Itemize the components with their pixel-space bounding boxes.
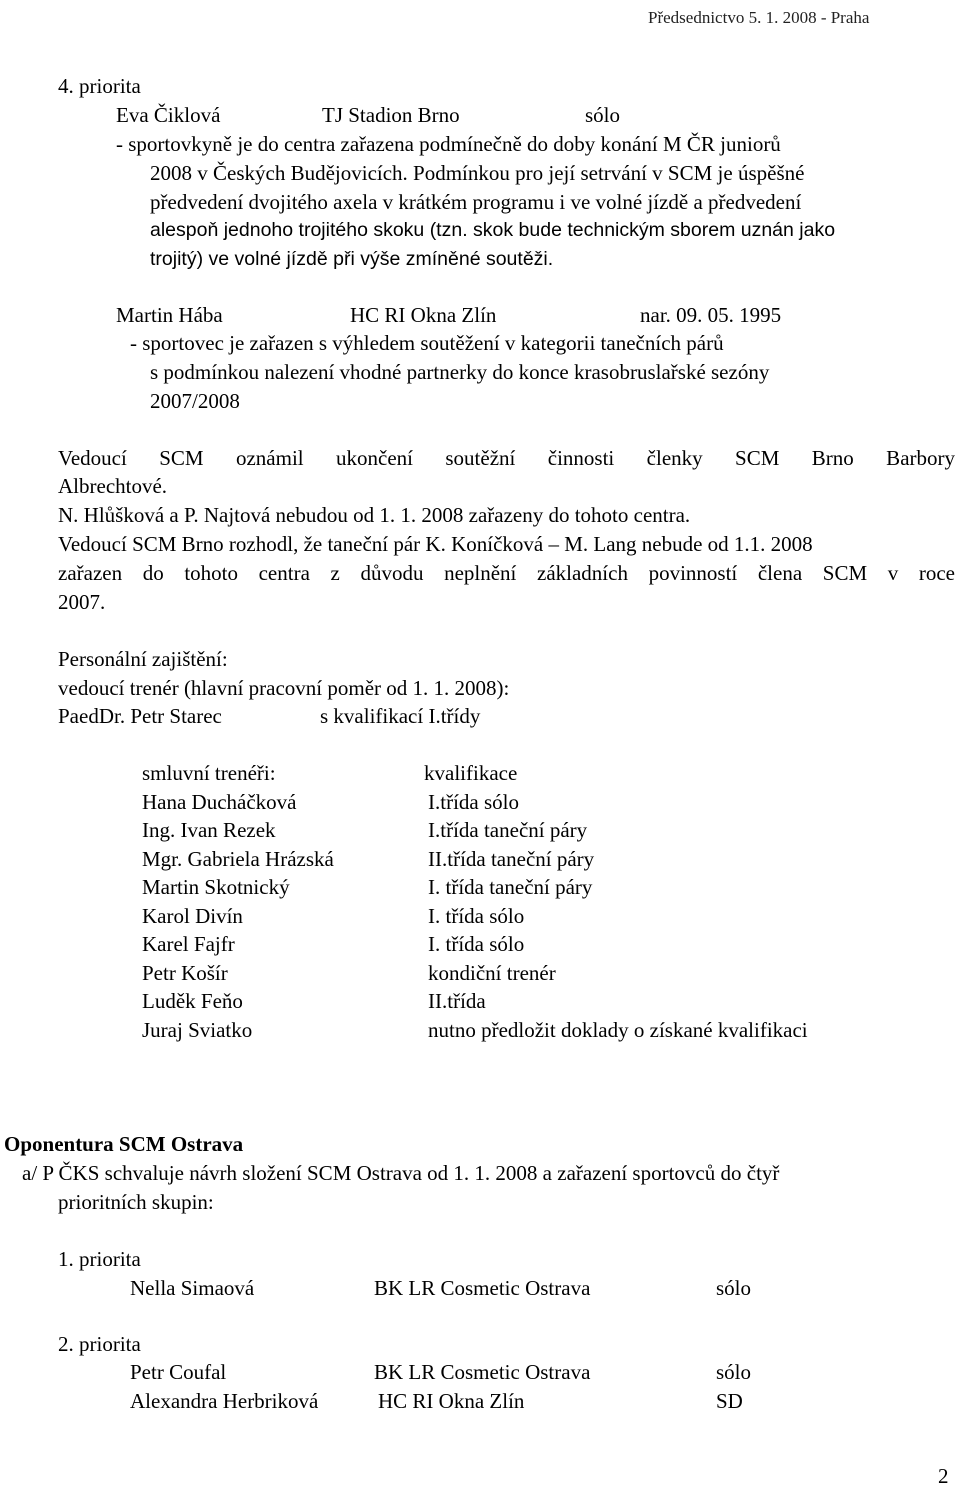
coach-name: Juraj Sviatko xyxy=(142,1018,253,1042)
note-line: 2008 v Českých Budějovicích. Podmínkou pro její setrvání v SCM je úspěšné xyxy=(150,161,805,185)
coach-qualification: I. třída sólo xyxy=(428,904,525,928)
athlete-category: sólo xyxy=(716,1360,752,1384)
ostrava-line: a/ P ČKS schvaluje návrh složení SCM Ostrava od 1. 1. 2008 a zařazení sportovců do čtyř xyxy=(22,1161,780,1185)
coach-qualification: kondiční trenér xyxy=(428,961,556,985)
head-coach-qualification: s kvalifikací I.třídy xyxy=(320,704,481,728)
paragraph-line: N. Hlůšková a P. Najtová nebudou od 1. 1. 2008 zařazeny do tohoto centra. xyxy=(58,503,691,527)
note-line: trojitý) ve volné jízdě při výše zmíněné soutěži. xyxy=(150,248,554,270)
athlete-category: SD xyxy=(716,1389,743,1413)
page-header: Předsednictvo 5. 1. 2008 - Praha xyxy=(648,8,870,27)
athlete-club: HC RI Okna Zlín xyxy=(378,1389,525,1413)
athlete-name: Alexandra Herbriková xyxy=(130,1389,319,1413)
athlete-name: Eva Čiklová xyxy=(116,103,221,127)
coach-qualification: II.třída taneční páry xyxy=(428,847,595,871)
coach-name: Mgr. Gabriela Hrázská xyxy=(142,847,334,871)
coach-name: Karol Divín xyxy=(142,904,243,928)
athlete-category: sólo xyxy=(716,1276,752,1300)
athlete-name: Nella Simaová xyxy=(130,1276,255,1300)
note-line: 2007/2008 xyxy=(150,389,240,413)
note-line: alespoň jednoho trojitého skoku (tzn. skok bude technickým sborem uznán jako xyxy=(150,219,836,241)
page-number: 2 xyxy=(938,1464,949,1488)
athlete-name: Martin Hába xyxy=(116,303,223,327)
paragraph-line: Vedoucí SCM Brno rozhodl, že taneční pár K. Koníčková – M. Lang nebude od 1.1. 2008 xyxy=(58,532,813,556)
coach-name: Karel Fajfr xyxy=(142,932,235,956)
athlete-club: BK LR Cosmetic Ostrava xyxy=(374,1360,591,1384)
athlete-club: HC RI Okna Zlín xyxy=(350,303,497,327)
paragraph-line: 2007. xyxy=(58,590,106,614)
note-line: - sportovkyně je do centra zařazena podmínečně do doby konání M ČR juniorů xyxy=(116,132,781,156)
coach-name: Martin Skotnický xyxy=(142,875,290,899)
coach-name: Ing. Ivan Rezek xyxy=(142,818,276,842)
personnel-line: vedoucí trenér (hlavní pracovní poměr od 1. 1. 2008): xyxy=(58,676,510,700)
priority-2-label: 2. priorita xyxy=(58,1332,141,1356)
coach-name: Hana Ducháčková xyxy=(142,790,297,814)
note-line: předvedení dvojitého axela v krátkém programu i ve volné jízdě a předvedení xyxy=(150,190,802,214)
note-line: - sportovec je zařazen s výhledem soutěžení v kategorii tanečních párů xyxy=(130,331,724,355)
coach-name: Luděk Feňo xyxy=(142,989,243,1013)
athlete-club: TJ Stadion Brno xyxy=(322,103,460,127)
paragraph-line: Albrechtové. xyxy=(58,474,168,498)
athlete-birthdate: nar. 09. 05. 1995 xyxy=(640,303,782,327)
coach-name: Petr Košír xyxy=(142,961,228,985)
coach-qualification: I. třída taneční páry xyxy=(428,875,593,899)
coach-qualification: I.třída taneční páry xyxy=(428,818,588,842)
paragraph-line: zařazen do tohoto centra z důvodu neplnění základních povinností člena SCM v roce xyxy=(58,561,955,585)
athlete-name: Petr Coufal xyxy=(130,1360,227,1384)
athlete-category: sólo xyxy=(585,103,621,127)
priority-4-label: 4. priorita xyxy=(58,74,141,98)
priority-1-label: 1. priorita xyxy=(58,1247,141,1271)
head-coach-name: PaedDr. Petr Starec xyxy=(58,704,222,728)
ostrava-heading: Oponentura SCM Ostrava xyxy=(4,1132,244,1156)
coaches-header: smluvní trenéři: xyxy=(142,761,276,785)
personnel-heading: Personální zajištění: xyxy=(58,647,228,671)
coach-qualification: I.třída sólo xyxy=(428,790,519,814)
note-line: s podmínkou nalezení vhodné partnerky do konce krasobruslařské sezóny xyxy=(150,360,770,384)
qualification-header: kvalifikace xyxy=(424,761,518,785)
ostrava-line: prioritních skupin: xyxy=(58,1190,214,1214)
coach-qualification: nutno předložit doklady o získané kvalifikaci xyxy=(428,1018,808,1042)
coach-qualification: I. třída sólo xyxy=(428,932,525,956)
athlete-club: BK LR Cosmetic Ostrava xyxy=(374,1276,591,1300)
coach-qualification: II.třída xyxy=(428,989,486,1013)
paragraph-line: Vedoucí SCM oznámil ukončení soutěžní činnosti členky SCM Brno Barbory xyxy=(58,446,955,470)
